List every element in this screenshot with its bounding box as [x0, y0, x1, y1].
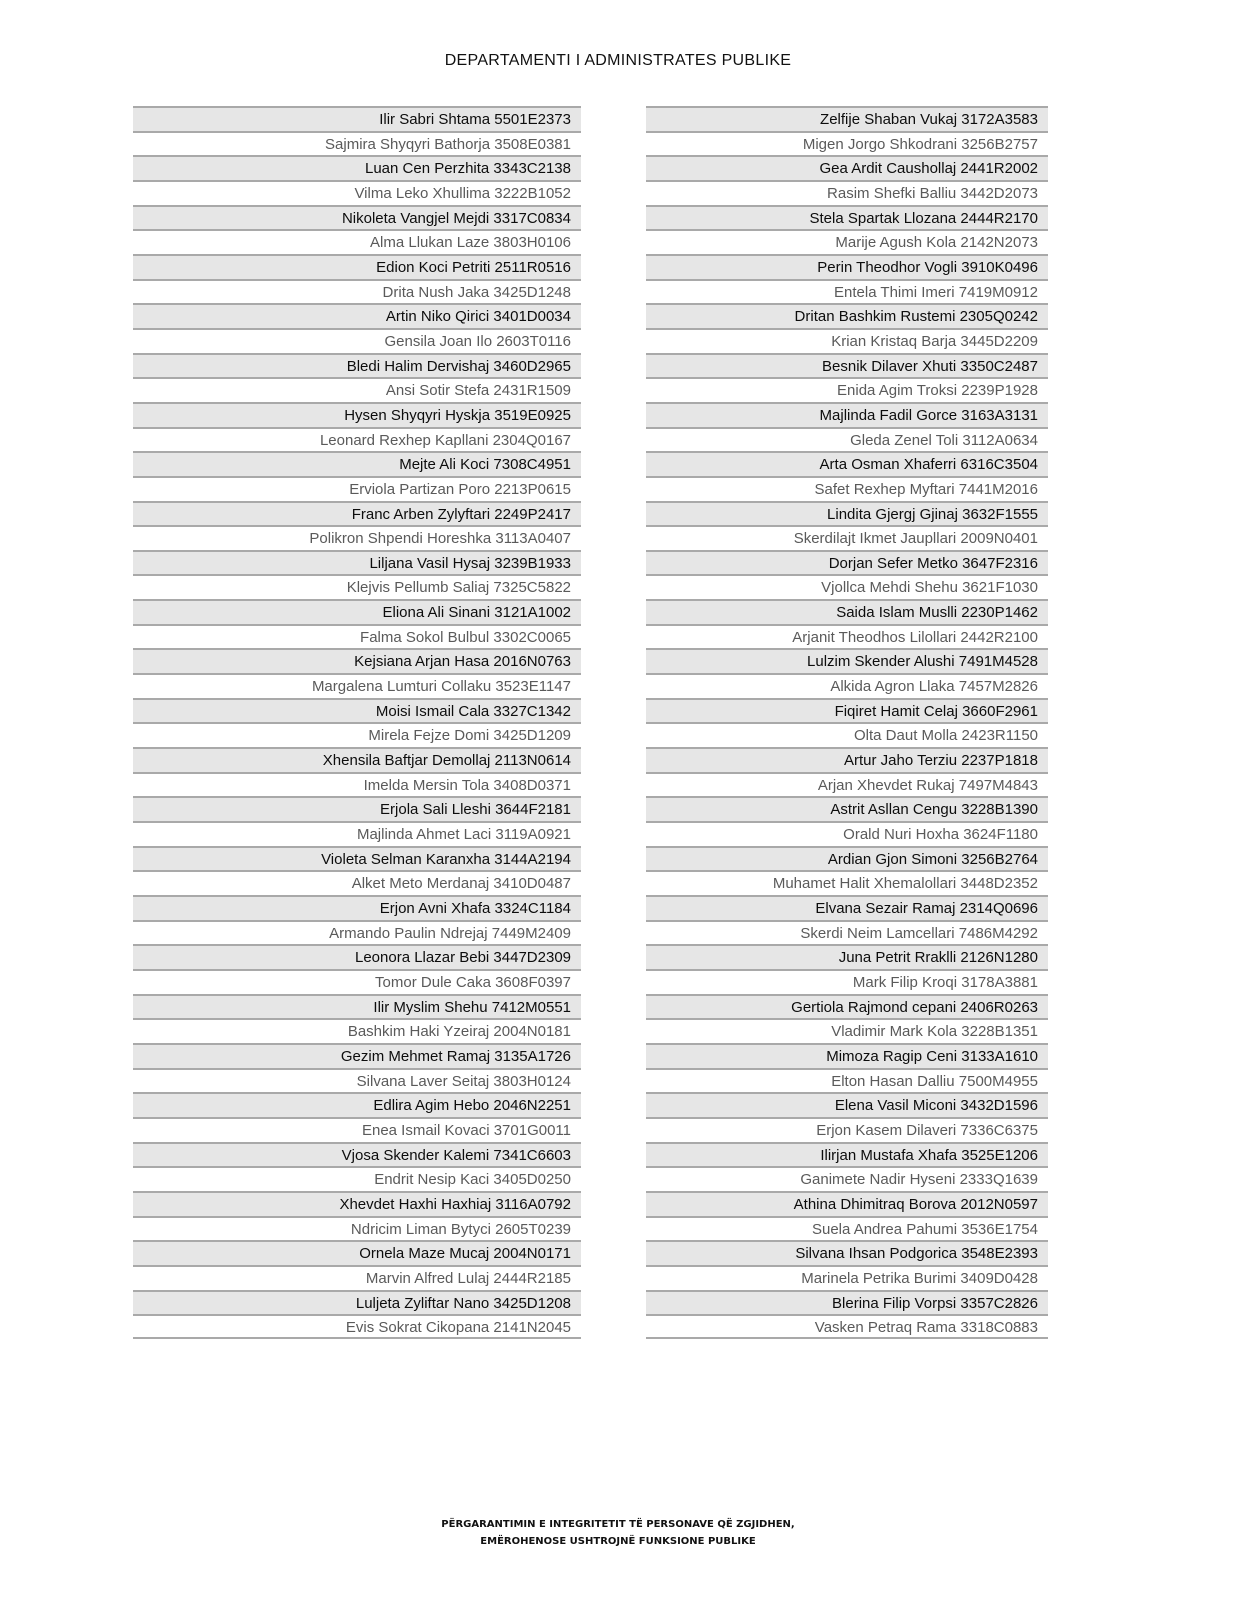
- list-item: Olta Daut Molla 2423R1150: [646, 722, 1048, 747]
- list-item: Blerina Filip Vorpsi 3357C2826: [646, 1290, 1048, 1315]
- list-item: Vjollca Mehdi Shehu 3621F1030: [646, 574, 1048, 599]
- list-item: Ardian Gjon Simoni 3256B2764: [646, 846, 1048, 871]
- page-title: DEPARTAMENTI I ADMINISTRATES PUBLIKE: [444, 52, 792, 69]
- list-item: Armando Paulin Ndrejaj 7449M2409: [133, 920, 581, 945]
- list-item: Moisi Ismail Cala 3327C1342: [133, 698, 581, 723]
- list-item: Vilma Leko Xhullima 3222B1052: [133, 180, 581, 205]
- list-item: Mimoza Ragip Ceni 3133A1610: [646, 1043, 1048, 1068]
- list-item: Arta Osman Xhaferri 6316C3504: [646, 451, 1048, 476]
- list-item: Bashkim Haki Yzeiraj 2004N0181: [133, 1018, 581, 1043]
- list-item: Tomor Dule Caka 3608F0397: [133, 969, 581, 994]
- list-item: Orald Nuri Hoxha 3624F1180: [646, 821, 1048, 846]
- list-item: Ilir Myslim Shehu 7412M0551: [133, 994, 581, 1019]
- list-item: Besnik Dilaver Xhuti 3350C2487: [646, 353, 1048, 378]
- list-item: Luljeta Zyliftar Nano 3425D1208: [133, 1290, 581, 1315]
- list-item: Leonora Llazar Bebi 3447D2309: [133, 944, 581, 969]
- list-item: Violeta Selman Karanxha 3144A2194: [133, 846, 581, 871]
- list-item: Elton Hasan Dalliu 7500M4955: [646, 1068, 1048, 1093]
- list-item: Dritan Bashkim Rustemi 2305Q0242: [646, 303, 1048, 328]
- list-item: Evis Sokrat Cikopana 2141N2045: [133, 1314, 581, 1339]
- list-item: Arjanit Theodhos Lilollari 2442R2100: [646, 624, 1048, 649]
- left-name-column: [133, 106, 581, 1339]
- list-item: Xhevdet Haxhi Haxhiaj 3116A0792: [133, 1191, 581, 1216]
- list-item: Falma Sokol Bulbul 3302C0065: [133, 624, 581, 649]
- list-item: Athina Dhimitraq Borova 2012N0597: [646, 1191, 1048, 1216]
- list-item: Skerdi Neim Lamcellari 7486M4292: [646, 920, 1048, 945]
- list-item: Edion Koci Petriti 2511R0516: [133, 254, 581, 279]
- list-item: Enida Agim Troksi 2239P1928: [646, 377, 1048, 402]
- list-item: Leonard Rexhep Kapllani 2304Q0167: [133, 427, 581, 452]
- list-item: Alkida Agron Llaka 7457M2826: [646, 673, 1048, 698]
- list-item: Alket Meto Merdanaj 3410D0487: [133, 870, 581, 895]
- list-item: Dorjan Sefer Metko 3647F2316: [646, 550, 1048, 575]
- list-item: Lulzim Skender Alushi 7491M4528: [646, 648, 1048, 673]
- list-item: Sajmira Shyqyri Bathorja 3508E0381: [133, 131, 581, 156]
- list-item: Klejvis Pellumb Saliaj 7325C5822: [133, 574, 581, 599]
- list-item: Hysen Shyqyri Hyskja 3519E0925: [133, 402, 581, 427]
- list-item: Ndricim Liman Bytyci 2605T0239: [133, 1216, 581, 1241]
- list-item: Marinela Petrika Burimi 3409D0428: [646, 1265, 1048, 1290]
- list-item: Mejte Ali Koci 7308C4951: [133, 451, 581, 476]
- list-item: Entela Thimi Imeri 7419M0912: [646, 279, 1048, 304]
- list-item: Drita Nush Jaka 3425D1248: [133, 279, 581, 304]
- list-item: Ansi Sotir Stefa 2431R1509: [133, 377, 581, 402]
- list-item: Endrit Nesip Kaci 3405D0250: [133, 1166, 581, 1191]
- list-item: Gezim Mehmet Ramaj 3135A1726: [133, 1043, 581, 1068]
- list-item: Migen Jorgo Shkodrani 3256B2757: [646, 131, 1048, 156]
- list-item: Juna Petrit Rraklli 2126N1280: [646, 944, 1048, 969]
- list-item: Elvana Sezair Ramaj 2314Q0696: [646, 895, 1048, 920]
- list-item: Vladimir Mark Kola 3228B1351: [646, 1018, 1048, 1043]
- list-item: Erjon Avni Xhafa 3324C1184: [133, 895, 581, 920]
- list-item: Elena Vasil Miconi 3432D1596: [646, 1092, 1048, 1117]
- list-item: Eliona Ali Sinani 3121A1002: [133, 599, 581, 624]
- list-item: Astrit Asllan Cengu 3228B1390: [646, 796, 1048, 821]
- list-item: Silvana Laver Seitaj 3803H0124: [133, 1068, 581, 1093]
- list-item: Luan Cen Perzhita 3343C2138: [133, 155, 581, 180]
- list-item: Majlinda Fadil Gorce 3163A3131: [646, 402, 1048, 427]
- list-item: Arjan Xhevdet Rukaj 7497M4843: [646, 772, 1048, 797]
- list-item: Majlinda Ahmet Laci 3119A0921: [133, 821, 581, 846]
- list-item: Gensila Joan Ilo 2603T0116: [133, 328, 581, 353]
- list-item: Marije Agush Kola 2142N2073: [646, 229, 1048, 254]
- list-item: Muhamet Halit Xhemalollari 3448D2352: [646, 870, 1048, 895]
- list-item: Nikoleta Vangjel Mejdi 3317C0834: [133, 205, 581, 230]
- list-item: Silvana Ihsan Podgorica 3548E2393: [646, 1240, 1048, 1265]
- right-name-column: [646, 106, 1048, 1339]
- list-item: Vjosa Skender Kalemi 7341C6603: [133, 1142, 581, 1167]
- list-item: Enea Ismail Kovaci 3701G0011: [133, 1117, 581, 1142]
- list-item: Franc Arben Zylyftari 2249P2417: [133, 501, 581, 526]
- list-item: Polikron Shpendi Horeshka 3113A0407: [133, 525, 581, 550]
- list-item: Krian Kristaq Barja 3445D2209: [646, 328, 1048, 353]
- list-item: Ilir Sabri Shtama 5501E2373: [133, 106, 581, 131]
- list-item: Bledi Halim Dervishaj 3460D2965: [133, 353, 581, 378]
- list-item: Saida Islam Muslli 2230P1462: [646, 599, 1048, 624]
- list-item: Vasken Petraq Rama 3318C0883: [646, 1314, 1048, 1339]
- list-item: Ganimete Nadir Hyseni 2333Q1639: [646, 1166, 1048, 1191]
- list-item: Erjon Kasem Dilaveri 7336C6375: [646, 1117, 1048, 1142]
- list-item: Artur Jaho Terziu 2237P1818: [646, 747, 1048, 772]
- list-item: Ornela Maze Mucaj 2004N0171: [133, 1240, 581, 1265]
- footer-line-1: PËRGARANTIMIN E INTEGRITETIT TË PERSONAVE QË ZGJIDHEN,: [441, 1519, 795, 1530]
- list-item: Gleda Zenel Toli 3112A0634: [646, 427, 1048, 452]
- list-item: Ilirjan Mustafa Xhafa 3525E1206: [646, 1142, 1048, 1167]
- list-item: Edlira Agim Hebo 2046N2251: [133, 1092, 581, 1117]
- list-item: Mirela Fejze Domi 3425D1209: [133, 722, 581, 747]
- list-item: Artin Niko Qirici 3401D0034: [133, 303, 581, 328]
- list-item: Mark Filip Kroqi 3178A3881: [646, 969, 1048, 994]
- list-item: Suela Andrea Pahumi 3536E1754: [646, 1216, 1048, 1241]
- list-item: Perin Theodhor Vogli 3910K0496: [646, 254, 1048, 279]
- list-item: Erviola Partizan Poro 2213P0615: [133, 476, 581, 501]
- list-item: Stela Spartak Llozana 2444R2170: [646, 205, 1048, 230]
- list-item: Zelfije Shaban Vukaj 3172A3583: [646, 106, 1048, 131]
- list-item: Imelda Mersin Tola 3408D0371: [133, 772, 581, 797]
- list-item: Safet Rexhep Myftari 7441M2016: [646, 476, 1048, 501]
- footer-line-2: EMËROHENOSE USHTROJNË FUNKSIONE PUBLIKE: [480, 1536, 756, 1547]
- list-item: Kejsiana Arjan Hasa 2016N0763: [133, 648, 581, 673]
- list-item: Alma Llukan Laze 3803H0106: [133, 229, 581, 254]
- list-item: Xhensila Baftjar Demollaj 2113N0614: [133, 747, 581, 772]
- footer: [0, 1516, 1236, 1550]
- list-item: Fiqiret Hamit Celaj 3660F2961: [646, 698, 1048, 723]
- list-item: Rasim Shefki Balliu 3442D2073: [646, 180, 1048, 205]
- list-item: Liljana Vasil Hysaj 3239B1933: [133, 550, 581, 575]
- list-item: Skerdilajt Ikmet Jaupllari 2009N0401: [646, 525, 1048, 550]
- list-item: Erjola Sali Lleshi 3644F2181: [133, 796, 581, 821]
- list-item: Marvin Alfred Lulaj 2444R2185: [133, 1265, 581, 1290]
- list-item: Gertiola Rajmond cepani 2406R0263: [646, 994, 1048, 1019]
- list-item: Gea Ardit Caushollaj 2441R2002: [646, 155, 1048, 180]
- list-item: Lindita Gjergj Gjinaj 3632F1555: [646, 501, 1048, 526]
- list-item: Margalena Lumturi Collaku 3523E1147: [133, 673, 581, 698]
